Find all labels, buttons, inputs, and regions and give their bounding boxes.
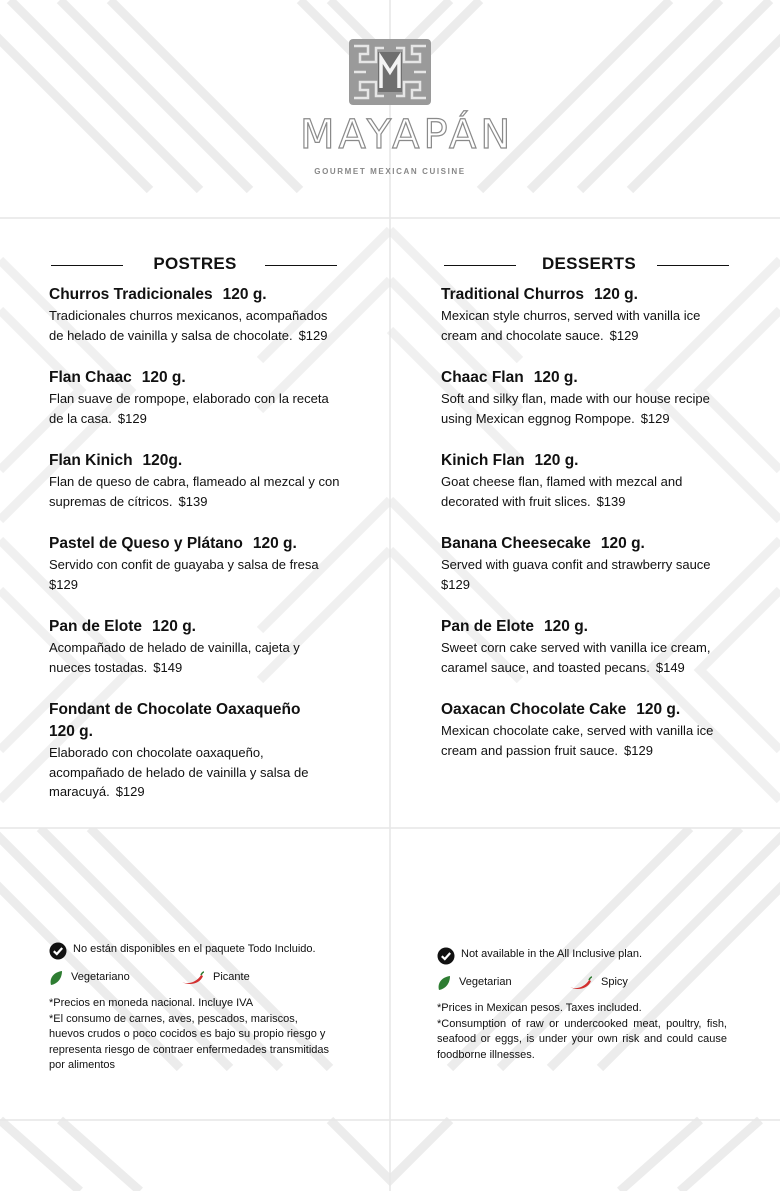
diet-badges — [49, 970, 334, 986]
item-weight: 120 g. — [152, 618, 196, 635]
leaf-icon — [49, 970, 63, 986]
item-price: $129 — [441, 576, 470, 592]
item-weight: 120 g. — [593, 286, 638, 303]
divider — [657, 265, 729, 266]
item-description: Flan suave de rompope, elaborado con la receta de la casa. — [49, 391, 329, 426]
leaf-icon — [437, 975, 451, 991]
item-weight: 120 g. — [222, 286, 267, 303]
brand-name: MAYAPÁN — [300, 112, 515, 158]
item-description: Tradicionales churros mexicanos, acompañados de helado de vainilla y salsa de chocolate. — [49, 308, 328, 343]
menu-item — [49, 367, 341, 428]
item-weight: 120 g. — [636, 701, 681, 718]
item-description: Servido con confit de guayaba y salsa de fresa — [49, 557, 319, 572]
not-included-note: Not available in the All Inclusive plan. — [437, 947, 727, 965]
item-price: $129 — [115, 784, 145, 799]
item-name: Churros Tradicionales — [49, 286, 213, 303]
postres-section — [49, 254, 341, 824]
item-description: Served with guava confit and strawberry sauce — [441, 557, 711, 572]
item-weight: 120 g. — [252, 535, 297, 552]
item-name: Oaxacan Chocolate Cake — [441, 701, 627, 718]
menu-item — [49, 284, 341, 345]
item-weight: 120 g. — [600, 535, 645, 552]
item-price: $149 — [655, 659, 685, 675]
menu-item — [49, 699, 341, 802]
item-price: $129 — [609, 327, 639, 343]
check-circle-icon — [437, 947, 455, 965]
footnote: *El consumo de carnes, aves, pescados, mariscos, huevos crudos o poco cocidos es bajo su propio riesgo y representa riesgo de contraer enfermedades transmitidas por alimentos — [49, 1012, 330, 1071]
item-description: Acompañado de helado de vainilla, cajeta y nueces tostadas. — [49, 640, 300, 675]
footnotes — [49, 996, 334, 1074]
item-price: $129 — [640, 410, 670, 426]
item-name: Flan Kinich — [49, 452, 133, 469]
item-name: Pan de Elote — [49, 618, 143, 635]
logo — [300, 34, 515, 184]
footnote: *Precios en moneda nacional. Incluye IVA — [49, 997, 254, 1009]
item-price: $149 — [153, 659, 183, 675]
footnote: *Prices in Mexican pesos. Taxes included. — [437, 1002, 642, 1014]
item-description: Goat cheese flan, flamed with mezcal and decorated with fruit slices. — [441, 474, 683, 509]
item-name: Banana Cheesecake — [441, 535, 591, 552]
section-title: POSTRES — [153, 254, 237, 273]
item-description: Flan de queso de cabra, flameado al mezcal y con supremas de cítricos. — [49, 474, 340, 509]
section-title: DESSERTS — [541, 254, 637, 273]
logo-mark-icon — [348, 38, 432, 106]
item-weight: 120g. — [142, 452, 183, 469]
divider — [265, 265, 337, 266]
item-name: Pastel de Queso y Plátano — [49, 535, 243, 552]
item-description: Elaborado con chocolate oaxaqueño, acompañado de helado de vainilla y salsa de maracuyá. — [49, 745, 309, 799]
item-weight: 120 g. — [49, 723, 93, 740]
item-price: $139 — [596, 493, 626, 509]
section-header — [49, 254, 341, 278]
legend-es — [49, 942, 334, 1074]
item-description: Mexican chocolate cake, served with vanilla ice cream and passion fruit sauce. — [441, 723, 714, 758]
footnotes — [437, 1001, 727, 1063]
menu-item — [441, 367, 737, 428]
item-price: $129 — [298, 327, 328, 343]
menu-item — [441, 616, 737, 677]
item-description: Mexican style churros, served with vanilla ice cream and chocolate sauce. — [441, 308, 701, 343]
item-price: $139 — [178, 493, 208, 509]
item-name: Traditional Churros — [441, 286, 584, 303]
item-price: $129 — [624, 742, 653, 758]
item-name: Flan Chaac — [49, 369, 132, 386]
chili-pepper-icon — [181, 971, 205, 985]
item-price: $129 — [117, 410, 147, 426]
not-included-note: No están disponibles en el paquete Todo Incluido. — [49, 942, 334, 960]
check-circle-icon — [49, 942, 67, 960]
menu-item — [49, 533, 341, 594]
footnote: *Consumption of raw or undercooked meat, poultry, fish, seafood or eggs, is under your own risk and could cause foodborne illnesses. — [437, 1017, 727, 1061]
item-weight: 120 g. — [533, 369, 578, 386]
item-name: Fondant de Chocolate Oaxaqueño — [49, 701, 301, 718]
item-description: Soft and silky flan, made with our house recipe using Mexican eggnog Rompope. — [441, 391, 710, 426]
diet-badges — [437, 975, 727, 991]
item-weight: 120 g. — [141, 369, 186, 386]
spicy-badge: Picante — [181, 970, 250, 986]
menu-item — [49, 616, 341, 677]
menu-item — [49, 450, 341, 511]
menu-item — [441, 699, 737, 760]
section-header — [441, 254, 737, 278]
menu-item — [441, 450, 737, 511]
item-name: Pan de Elote — [441, 618, 535, 635]
vegetarian-badge: Vegetariano — [49, 970, 181, 986]
item-weight: 120 g. — [544, 618, 588, 635]
brand-tagline: GOURMET MEXICAN CUISINE — [314, 167, 466, 176]
desserts-section — [441, 254, 737, 782]
legend-en — [437, 947, 727, 1063]
menu-item — [441, 533, 737, 594]
menu-item — [441, 284, 737, 345]
item-name: Chaac Flan — [441, 369, 524, 386]
spicy-badge: Spicy — [569, 975, 628, 991]
item-price: $129 — [49, 576, 78, 592]
item-name: Kinich Flan — [441, 452, 525, 469]
item-weight: 120 g. — [534, 452, 579, 469]
vegetarian-badge: Vegetarian — [437, 975, 569, 991]
chili-pepper-icon — [569, 976, 593, 990]
item-description: Sweet corn cake served with vanilla ice cream, caramel sauce, and toasted pecans. — [441, 640, 711, 675]
